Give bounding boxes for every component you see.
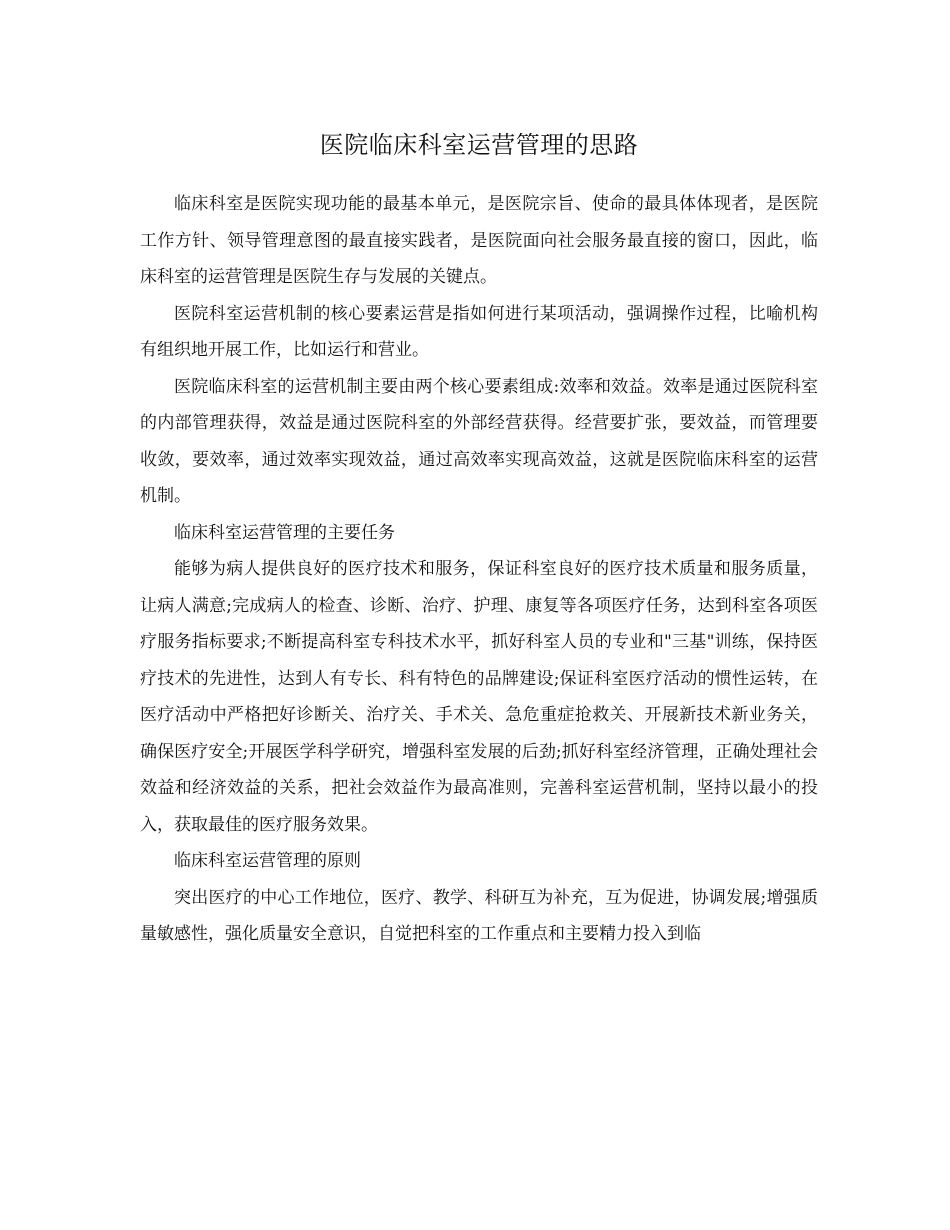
paragraph-intro: 临床科室是医院实现功能的最基本单元，是医院宗旨、使命的最具体体现者，是医院工作方针、领导管理意图的最直接实践者，是医院面向社会服务最直接的窗口，因此，临床科室的运营管理是医院生存与发展的关键点。 [140, 194, 818, 287]
paragraph-mechanism: 医院临床科室的运营机制主要由两个核心要素组成:效率和效益。效率是通过医院科室的内部管理获得，效益是通过医院科室的外部经营获得。经营要扩张，要效益，而管理要收敛，要效率，通过效率实现效益，通过高效率实现高效益，这就是医院临床科室的运营机制。 [140, 376, 818, 506]
document-body [140, 128, 818, 953]
paragraph-principles: 突出医疗的中心工作地位，医疗、教学、科研互为补充，互为促进，协调发展;增强质量敏感性，强化质量安全意识，自觉把科室的工作重点和主要精力投入到临 [140, 887, 818, 944]
paragraph-core-elements: 医院科室运营机制的核心要素运营是指如何进行某项活动，强调操作过程，比喻机构有组织地开展工作，比如运行和营业。 [140, 303, 818, 360]
section-heading-principles: 临床科室运营管理的原则 [174, 851, 361, 871]
document-title: 医院临床科室运营管理的思路 [319, 131, 639, 159]
section-heading-tasks: 临床科室运营管理的主要任务 [174, 522, 395, 543]
paragraph-tasks: 能够为病人提供良好的医疗技术和服务，保证科室良好的医疗技术质量和服务质量，让病人满意;完成病人的检查、诊断、治疗、护理、康复等各项医疗任务，达到科室各项医疗服务指标要求;不断提高科室专科技术水平，抓好科室人员的专业和"三基"训练，保持医疗技术的先进性，达到人有专长、科有特色的品牌建设;保证科室医疗活动的惯性运转，在医疗活动中严格把好诊断关、治疗关、手术关、急危重症抢救关、开展新技术新业务关，确保医疗安全;开展医学科学研究，增强科室发展的后劲;抓好科室经济管理，正确处理社会效益和经济效益的关系，把社会效益作为最高准则，完善科室运营机制，坚持以最小的投入，获取最佳的医疗服务效果。 [140, 559, 818, 835]
